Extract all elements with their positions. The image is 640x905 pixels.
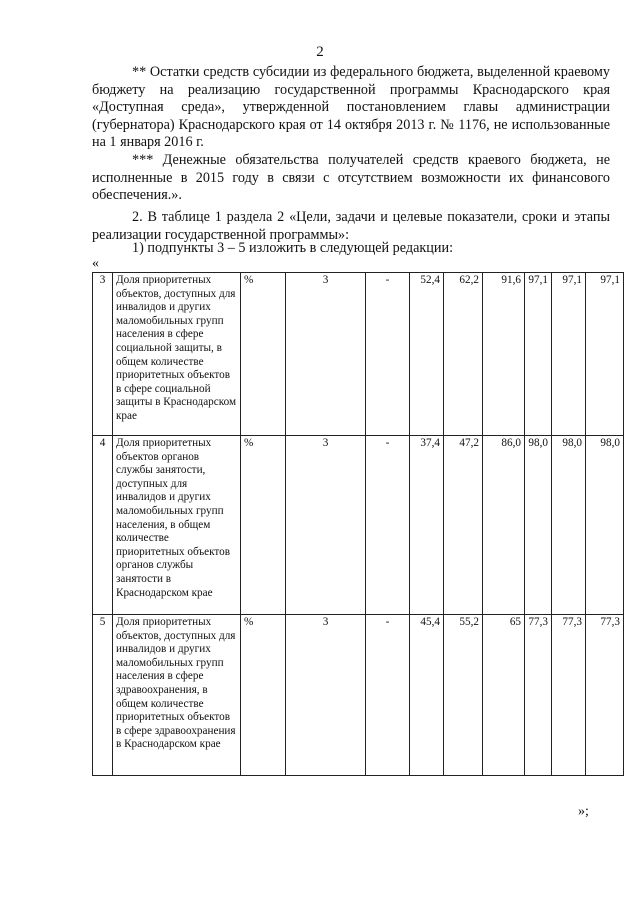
value-cell: 55,2 [444,615,483,776]
unit-of-measure: % [241,615,286,776]
value-cell: 97,1 [586,273,624,436]
value-cell: 86,0 [483,436,525,615]
value-cell: 97,1 [552,273,586,436]
amendment-item-2-text: 2. В таблице 1 раздела 2 «Цели, задачи и целевые показатели, сроки и этапы реализации государственной программы»: [92,209,610,243]
row-number: 5 [93,615,113,776]
table-row [93,273,624,436]
amendment-item-2 [92,209,610,244]
base-value: - [366,436,410,615]
value-cell: 77,3 [525,615,552,776]
value-cell: 98,0 [525,436,552,615]
unit-of-measure: % [241,436,286,615]
target-indicators-table [92,272,624,776]
value-cell: 91,6 [483,273,525,436]
opening-quote-mark: « [92,256,99,271]
footnote-triple-asterisk-text: *** Денежные обязательства получателей средств краевого бюджета, не исполненные в 2015 году в связи с отсутствием возможности их финансового обеспечения.». [92,152,610,203]
value-cell: 62,2 [444,273,483,436]
indicator-status: 3 [286,436,366,615]
row-number: 3 [93,273,113,436]
footnote-double-asterisk-text: ** Остатки средств субсидии из федерального бюджета, выделенной краевому бюджету на реализацию государственной программы Краснодарского края «Доступная среда», утвержденной постановлением главы администрации (губернатора) Краснодарского края от 14 октября 2013 г. № 1176, не использованные на 1 января 2016 г. [92,64,610,150]
base-value: - [366,273,410,436]
amendment-subitem-1 [92,240,610,258]
value-cell: 77,3 [586,615,624,776]
indicator-name: Доля приоритетных объектов, доступных для инвалидов и других маломобильных групп населения в сфере здравоохранения, в общем количестве приоритетных объектов в сфере здравоохранения в Краснодарском крае [113,615,241,776]
value-cell: 65 [483,615,525,776]
unit-of-measure: % [241,273,286,436]
value-cell: 47,2 [444,436,483,615]
value-cell: 77,3 [552,615,586,776]
table-row [93,615,624,776]
table-row [93,436,624,615]
footnote-triple-asterisk [92,152,610,205]
value-cell: 98,0 [586,436,624,615]
indicator-status: 3 [286,615,366,776]
footnote-double-asterisk [92,64,610,152]
closing-quote-mark: »; [578,804,589,819]
amendment-subitem-1-text: 1) подпункты 3 – 5 изложить в следующей редакции: [132,240,454,256]
value-cell: 37,4 [410,436,444,615]
page-number: 2 [316,44,324,60]
indicator-name: Доля приоритетных объектов, доступных для инвалидов и других маломобильных групп населения в сфере социальной защиты, в общем количестве приоритетных объектов в сфере социальной защиты в Краснодарском крае [113,273,241,436]
row-number: 4 [93,436,113,615]
value-cell: 97,1 [525,273,552,436]
indicator-status: 3 [286,273,366,436]
indicator-name: Доля приоритетных объектов органов службы занятости, доступных для инвалидов и других маломобильных групп населения, в общем количестве приоритетных объектов органов службы занятости в Краснодарском крае [113,436,241,615]
value-cell: 98,0 [552,436,586,615]
base-value: - [366,615,410,776]
value-cell: 52,4 [410,273,444,436]
value-cell: 45,4 [410,615,444,776]
